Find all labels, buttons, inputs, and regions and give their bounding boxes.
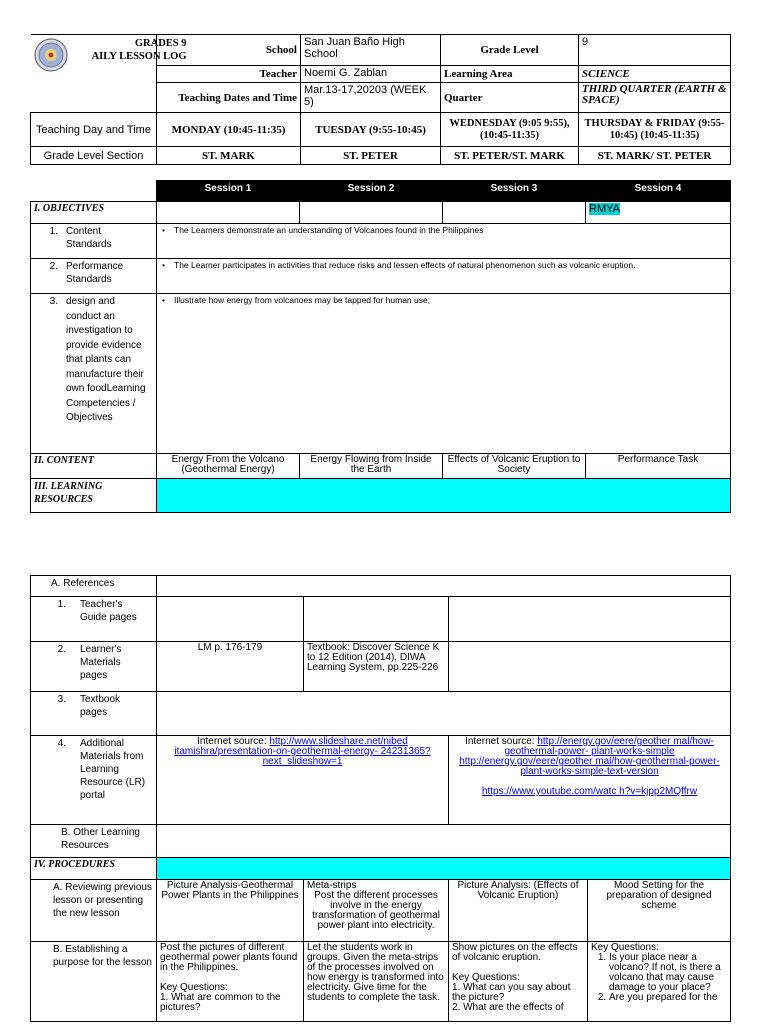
references-value [157,576,731,597]
proc-b-s2: Let the students work in groups. Given the meta-strips of the processes involved on how energy is transformed into electricity. Give time for the students to complete the task. [304,942,449,1022]
additional-s1-link[interactable]: http://www.slideshare.net/nibed itamishra/presentation-on-geothermal-energy- 24231365?next_slideshow=1 [174,736,431,767]
performance-standards-text-label: Performance Standards [66,261,124,285]
proc-b-s1-q1: 1. What are common to the pictures? [160,992,281,1013]
tg-num: 1. [57,599,66,610]
quarter-value: THIRD QUARTER (EARTH & SPACE) [579,83,731,113]
procedures-label: IV. PROCEDURES [31,858,157,880]
additional-s12 [157,736,449,825]
competencies-num: 3. [49,296,58,307]
proc-a-label: A. Reviewing previous lesson or presenting the new lesson [31,880,157,942]
deped-seal-icon [34,38,68,72]
lm-s2: Textbook: Discover Science K to 12 Edition (2014), DIWA Learning System, pp.225-226 [304,642,449,692]
competencies-label [31,294,157,454]
day-wednesday: WEDNESDAY (9:05 9:55), (10:45-11:35) [441,113,579,147]
content-s3: Effects of Volcanic Eruption to Society [443,454,586,479]
rmya-highlight: RMYA [589,203,620,215]
grade-level-value: 9 [579,35,731,66]
competencies-value [157,294,731,454]
performance-standards-value [157,259,731,294]
proc-a-s3: Picture Analysis: (Effects of Volcanic Eruption) [449,880,588,942]
proc-b-s4-kq: Key Questions: [591,942,659,953]
performance-standards-bullet: • The Learner participates in activities that reduce risks and lessen effects of natural phenomenon such as volcanic eruption. [160,260,727,270]
proc-b-s3-q1: 1. What can you say about the picture? [452,982,571,1003]
section-1: ST. MARK [157,147,301,165]
lm-text-label: Learner's Materials pages [80,644,122,681]
objectives-s2 [300,202,443,224]
lm-label [31,642,157,692]
objectives-s4 [586,202,731,224]
proc-b-s3-text: Show pictures on the effects of volcanic eruption. [452,942,578,963]
procedures-value [157,858,731,880]
other-resources-label: B. Other Learning Resources [31,825,157,858]
section-3: ST. PETER/ST. MARK [441,147,579,165]
teacher-value: Noemi G. Zablan [301,66,441,83]
proc-b-s1 [157,942,304,1022]
session-4-header: Session 4 [586,181,731,202]
other-resources-value [157,825,731,858]
proc-b-s4-q1: 1. Is your place near a volcano? If not, is there a volcano that may cause damage to your place? [609,953,727,993]
teacher-label: Teacher [157,66,301,83]
sessions-table [30,180,731,513]
references-label: A. References [31,576,157,597]
additional-num: 4. [57,738,66,749]
day-time-label: Teaching Day and Time [31,113,157,147]
tb-num: 3. [57,694,66,705]
additional-label [31,736,157,825]
content-standards-bullet: • The Learners demonstrate an understanding of Volcanoes found in the Philippines [160,225,727,235]
day-thursday-friday: THURSDAY & FRIDAY (9:55-10:45) (10:45-11:35) [579,113,731,147]
lm-num: 2. [57,644,66,655]
lm-s34 [449,642,731,692]
tb-label [31,692,157,736]
section-label: Grade Level Section [31,147,157,165]
objectives-s1 [157,202,300,224]
objectives-s3 [443,202,586,224]
resources-label: III. LEARNING RESOURCES [31,479,157,513]
proc-a-s2-title: Meta-strips [307,880,357,891]
additional-s3-link-1[interactable]: http://energy.gov/eere/geother mal/how-geothermal-power- plant-works-simple [504,736,714,757]
school-value: San Juan Baño High School [301,35,441,66]
proc-a-s4: Mood Setting for the preparation of designed scheme [588,880,731,942]
section-4: ST. MARK/ ST. PETER [579,147,731,165]
tg-s2 [304,597,449,642]
dates-label: Teaching Dates and Time [157,83,301,113]
performance-standards-label [31,259,157,294]
tb-text-label: Textbook pages [80,694,121,718]
performance-standards-num: 2. [49,261,58,272]
additional-s3-prefix: Internet source: [465,736,538,747]
session-2-header: Session 2 [300,181,443,202]
dates-value: Mar.13-17,20203 (WEEK 5) [301,83,441,113]
additional-s34 [449,736,731,825]
tg-label [31,597,157,642]
proc-b-s4 [588,942,731,1022]
references-table [30,575,731,1022]
header-logo-cell [31,35,187,113]
session-3-header: Session 3 [443,181,586,202]
objectives-label: I. OBJECTIVES [31,202,157,224]
additional-s1-prefix: Internet source: [197,736,270,747]
content-standards-value [157,224,731,259]
proc-b-s1-text: Post the pictures of different geothermal power plants found in the Philippines. [160,942,298,973]
additional-s3-link-2[interactable]: http://energy.gov/eere/geother mal/how-geothermal-power- plant-works-simple-text-version [459,756,720,777]
resources-value [157,479,731,513]
day-tuesday: TUESDAY (9:55-10:45) [301,113,441,147]
additional-s3-link-3[interactable]: https://www.youtube.com/watc h?v=kjpp2MQffrw [481,786,698,797]
content-standards-label [31,224,157,259]
learning-area-value: SCIENCE [579,66,731,83]
day-monday: MONDAY (10:45-11:35) [157,113,301,147]
proc-b-s4-q2: 2. Are you prepared for the [609,993,727,1003]
school-label: School [157,35,301,66]
content-s1: Energy From the Volcano (Geothermal Energy) [157,454,300,479]
content-label: II. CONTENT [31,454,157,479]
proc-b-label: B. Establishing a purpose for the lesson [31,942,157,1022]
competencies-text-label: design and conduct an investigation to provide evidence that plants can manufacture their own foodLearning Competencies / Objectives [66,296,146,423]
quarter-label: Quarter [441,83,579,113]
proc-b-s3-kq: Key Questions: [452,972,520,983]
section-2: ST. PETER [301,147,441,165]
lesson-log-title [71,37,187,63]
header-table [30,34,731,165]
competencies-bullet: • Illustrate how energy from volcanoes may be tapped for human use; [160,295,727,305]
tb-value [157,692,731,736]
proc-b-s3 [449,942,588,1022]
tg-s1 [157,597,304,642]
content-standards-num: 1. [49,226,58,237]
additional-text-label: Additional Materials from Learning Resource (LR) portal [80,738,146,801]
proc-b-s1-kq: Key Questions: [160,982,228,993]
proc-a-s2 [304,880,449,942]
proc-b-s3-q2: 2. What are the effects of [452,1002,564,1013]
lm-s1: LM p. 176-179 [157,642,304,692]
content-s4: Performance Task [586,454,731,479]
content-standards-text-label: Content Standards [66,226,112,250]
proc-a-s1: Picture Analysis-Geothermal Power Plants in the Philippines [157,880,304,942]
title-line-1: GRADES 9 [134,38,187,49]
learning-area-label: Learning Area [441,66,579,83]
tg-text-label: Teacher's Guide pages [80,599,137,623]
session-1-header: Session 1 [157,181,300,202]
content-s2: Energy Flowing from Inside the Earth [300,454,443,479]
sessions-corner [31,181,157,202]
proc-a-s2-text: Post the different processes involve in the energy transformation of geothermal power plant into electricity. [312,890,440,931]
title-line-2: AILY LESSON LOG [91,51,187,62]
grade-level-label: Grade Level [441,35,579,66]
tg-s34 [449,597,731,642]
